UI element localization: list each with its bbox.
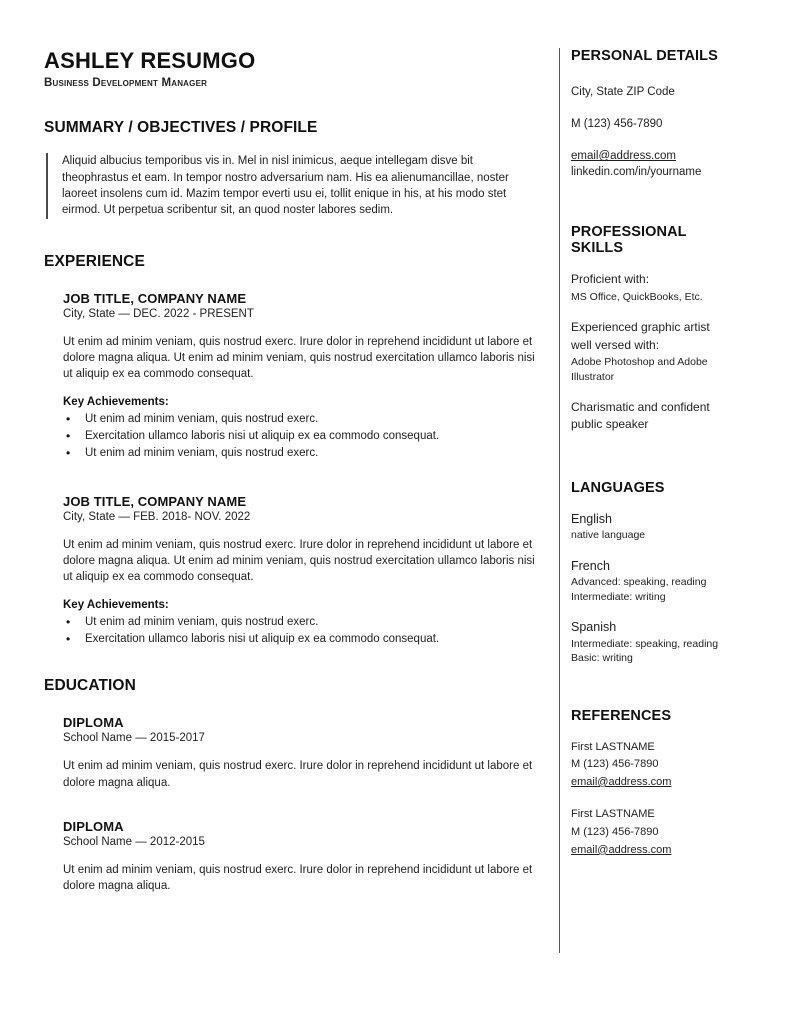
reference-phone: M (123) 456-7890 (571, 826, 659, 839)
personal-details-section (571, 48, 725, 180)
language-name: French (571, 558, 610, 573)
achievement-item: • Ut enim ad minim veniam, quis nostrud exerc. (63, 411, 535, 427)
reference-entry-2 (571, 806, 725, 859)
personal-details-heading: PERSONAL DETAILS (571, 48, 718, 64)
education-description: Ut enim ad minim veniam, quis nostrud exerc. Irure dolor in reprehend incididunt ut labore et dolore magna aliqua. (63, 760, 533, 789)
achievements-label: Key Achievements: (63, 395, 169, 408)
language-level: Basic: writing (571, 652, 633, 665)
job-description: Ut enim ad minim veniam, quis nostrud exerc. Irure dolor in reprehend incididunt ut labore et dolore magna aliqua. Ut enim ad minim veniam, quis nostrud exercitation ullamco laboris nisi ut aliquip ex ea commodo consequat. (63, 335, 535, 381)
linkedin-line: linkedin.com/in/yourname (571, 166, 702, 179)
reference-phone: M (123) 456-7890 (571, 758, 659, 771)
achievement-item: • Ut enim ad minim veniam, quis nostrud exerc. (63, 614, 535, 630)
skill-lead: Proficient with: (571, 272, 650, 287)
diploma-title: DIPLOMA (63, 715, 124, 731)
language-level: Intermediate: writing (571, 590, 666, 603)
resume-main-column (44, 48, 535, 1024)
phone-line: M (123) 456-7890 (571, 118, 663, 131)
skill-lead: Charismatic and confident public speaker (571, 400, 710, 432)
experience-section (44, 253, 535, 648)
achievements-list (63, 614, 535, 648)
job-location-dates: City, State — DEC. 2022 - PRESENT (63, 307, 254, 320)
language-level: Advanced: speaking, reading (571, 576, 707, 589)
achievement-item: • Ut enim ad minim veniam, quis nostrud exerc. (63, 445, 535, 461)
education-section (44, 677, 535, 894)
job-title: JOB TITLE, COMPANY NAME (63, 493, 247, 509)
job-description: Ut enim ad minim veniam, quis nostrud exerc. Irure dolor in reprehend incididunt ut labore et dolore magna aliqua. Ut enim ad minim veniam, quis nostrud exercitation ullamco laboris nisi ut aliquip ex ea commodo consequat. (63, 538, 535, 584)
languages-section (571, 480, 725, 666)
skill-detail: MS Office, QuickBooks, Etc. (571, 290, 703, 303)
education-description: Ut enim ad minim veniam, quis nostrud exerc. Irure dolor in reprehend incididunt ut labore et dolore magna aliqua. (63, 863, 533, 893)
school-dates: School Name — 2012-2015 (63, 835, 205, 848)
language-name: Spanish (571, 620, 617, 635)
candidate-name: ASHLEY RESUMGO (44, 48, 256, 73)
summary-section (44, 119, 535, 218)
job-location-dates: City, State — FEB. 2018- NOV. 2022 (63, 510, 251, 523)
language-level: native language (571, 529, 646, 542)
reference-email-link[interactable]: email@address.com (571, 843, 672, 856)
professional-skills-heading: PROFESSIONAL SKILLS (571, 224, 687, 257)
achievement-item: • Exercitation ullamco laboris nisi ut aliquip ex ea commodo consequat. (63, 428, 535, 444)
language-name: English (571, 511, 612, 526)
language-spanish (571, 619, 725, 665)
languages-heading: LANGUAGES (571, 479, 665, 496)
address-line: City, State ZIP Code (571, 86, 675, 98)
summary-text: Aliquid albucius temporibus vis in. Mel in nisl inimicus, aeque intellegam disve bit theophrastus et eam. In tempor nostro adversarium nam. His ea alienumancillae, noster laoreet insolens cum id. Mazim tempor everti usu ei, tollit enique in his, at his modo stet eirmod. Ut perpetua scribentur sit, an quod noster labores sedim. (46, 153, 535, 218)
job-entry-2 (63, 494, 535, 648)
language-english (571, 511, 725, 543)
references-section (571, 708, 725, 860)
resume-header (44, 48, 535, 89)
diploma-title: DIPLOMA (63, 818, 124, 834)
contact-links (571, 148, 725, 180)
achievement-item: • Exercitation ullamco laboris nisi ut aliquip ex ea commodo consequat. (63, 631, 535, 647)
professional-skills-section (571, 224, 725, 433)
education-entry-2 (63, 819, 535, 895)
job-title: JOB TITLE, COMPANY NAME (63, 290, 247, 306)
job-entry-1 (63, 291, 535, 462)
reference-name: First LASTNAME (571, 740, 655, 753)
reference-name: First LASTNAME (571, 808, 655, 821)
achievements-label: Key Achievements: (63, 598, 169, 611)
references-heading: REFERENCES (571, 707, 672, 724)
achievements-list (63, 411, 535, 462)
reference-entry-1 (571, 739, 725, 792)
skill-group-2 (571, 319, 725, 384)
education-heading: EDUCATION (44, 677, 136, 695)
resume-sidebar (559, 48, 725, 953)
skill-lead: Experienced graphic artist well versed with: (571, 320, 710, 352)
email-link[interactable]: email@address.com (571, 150, 676, 163)
school-dates: School Name — 2015-2017 (63, 732, 205, 745)
skill-detail: Adobe Photoshop and Adobe Illustrator (571, 356, 708, 383)
reference-email-link[interactable]: email@address.com (571, 775, 672, 788)
education-entry-1 (63, 715, 535, 791)
summary-heading: SUMMARY / OBJECTIVES / PROFILE (44, 119, 318, 137)
candidate-job-title: Business Development Manager (44, 77, 208, 90)
language-french (571, 558, 725, 604)
skill-group-3 (571, 399, 725, 434)
language-level: Intermediate: speaking, reading (571, 637, 719, 650)
skill-group-1 (571, 271, 725, 304)
experience-heading: EXPERIENCE (44, 252, 145, 270)
